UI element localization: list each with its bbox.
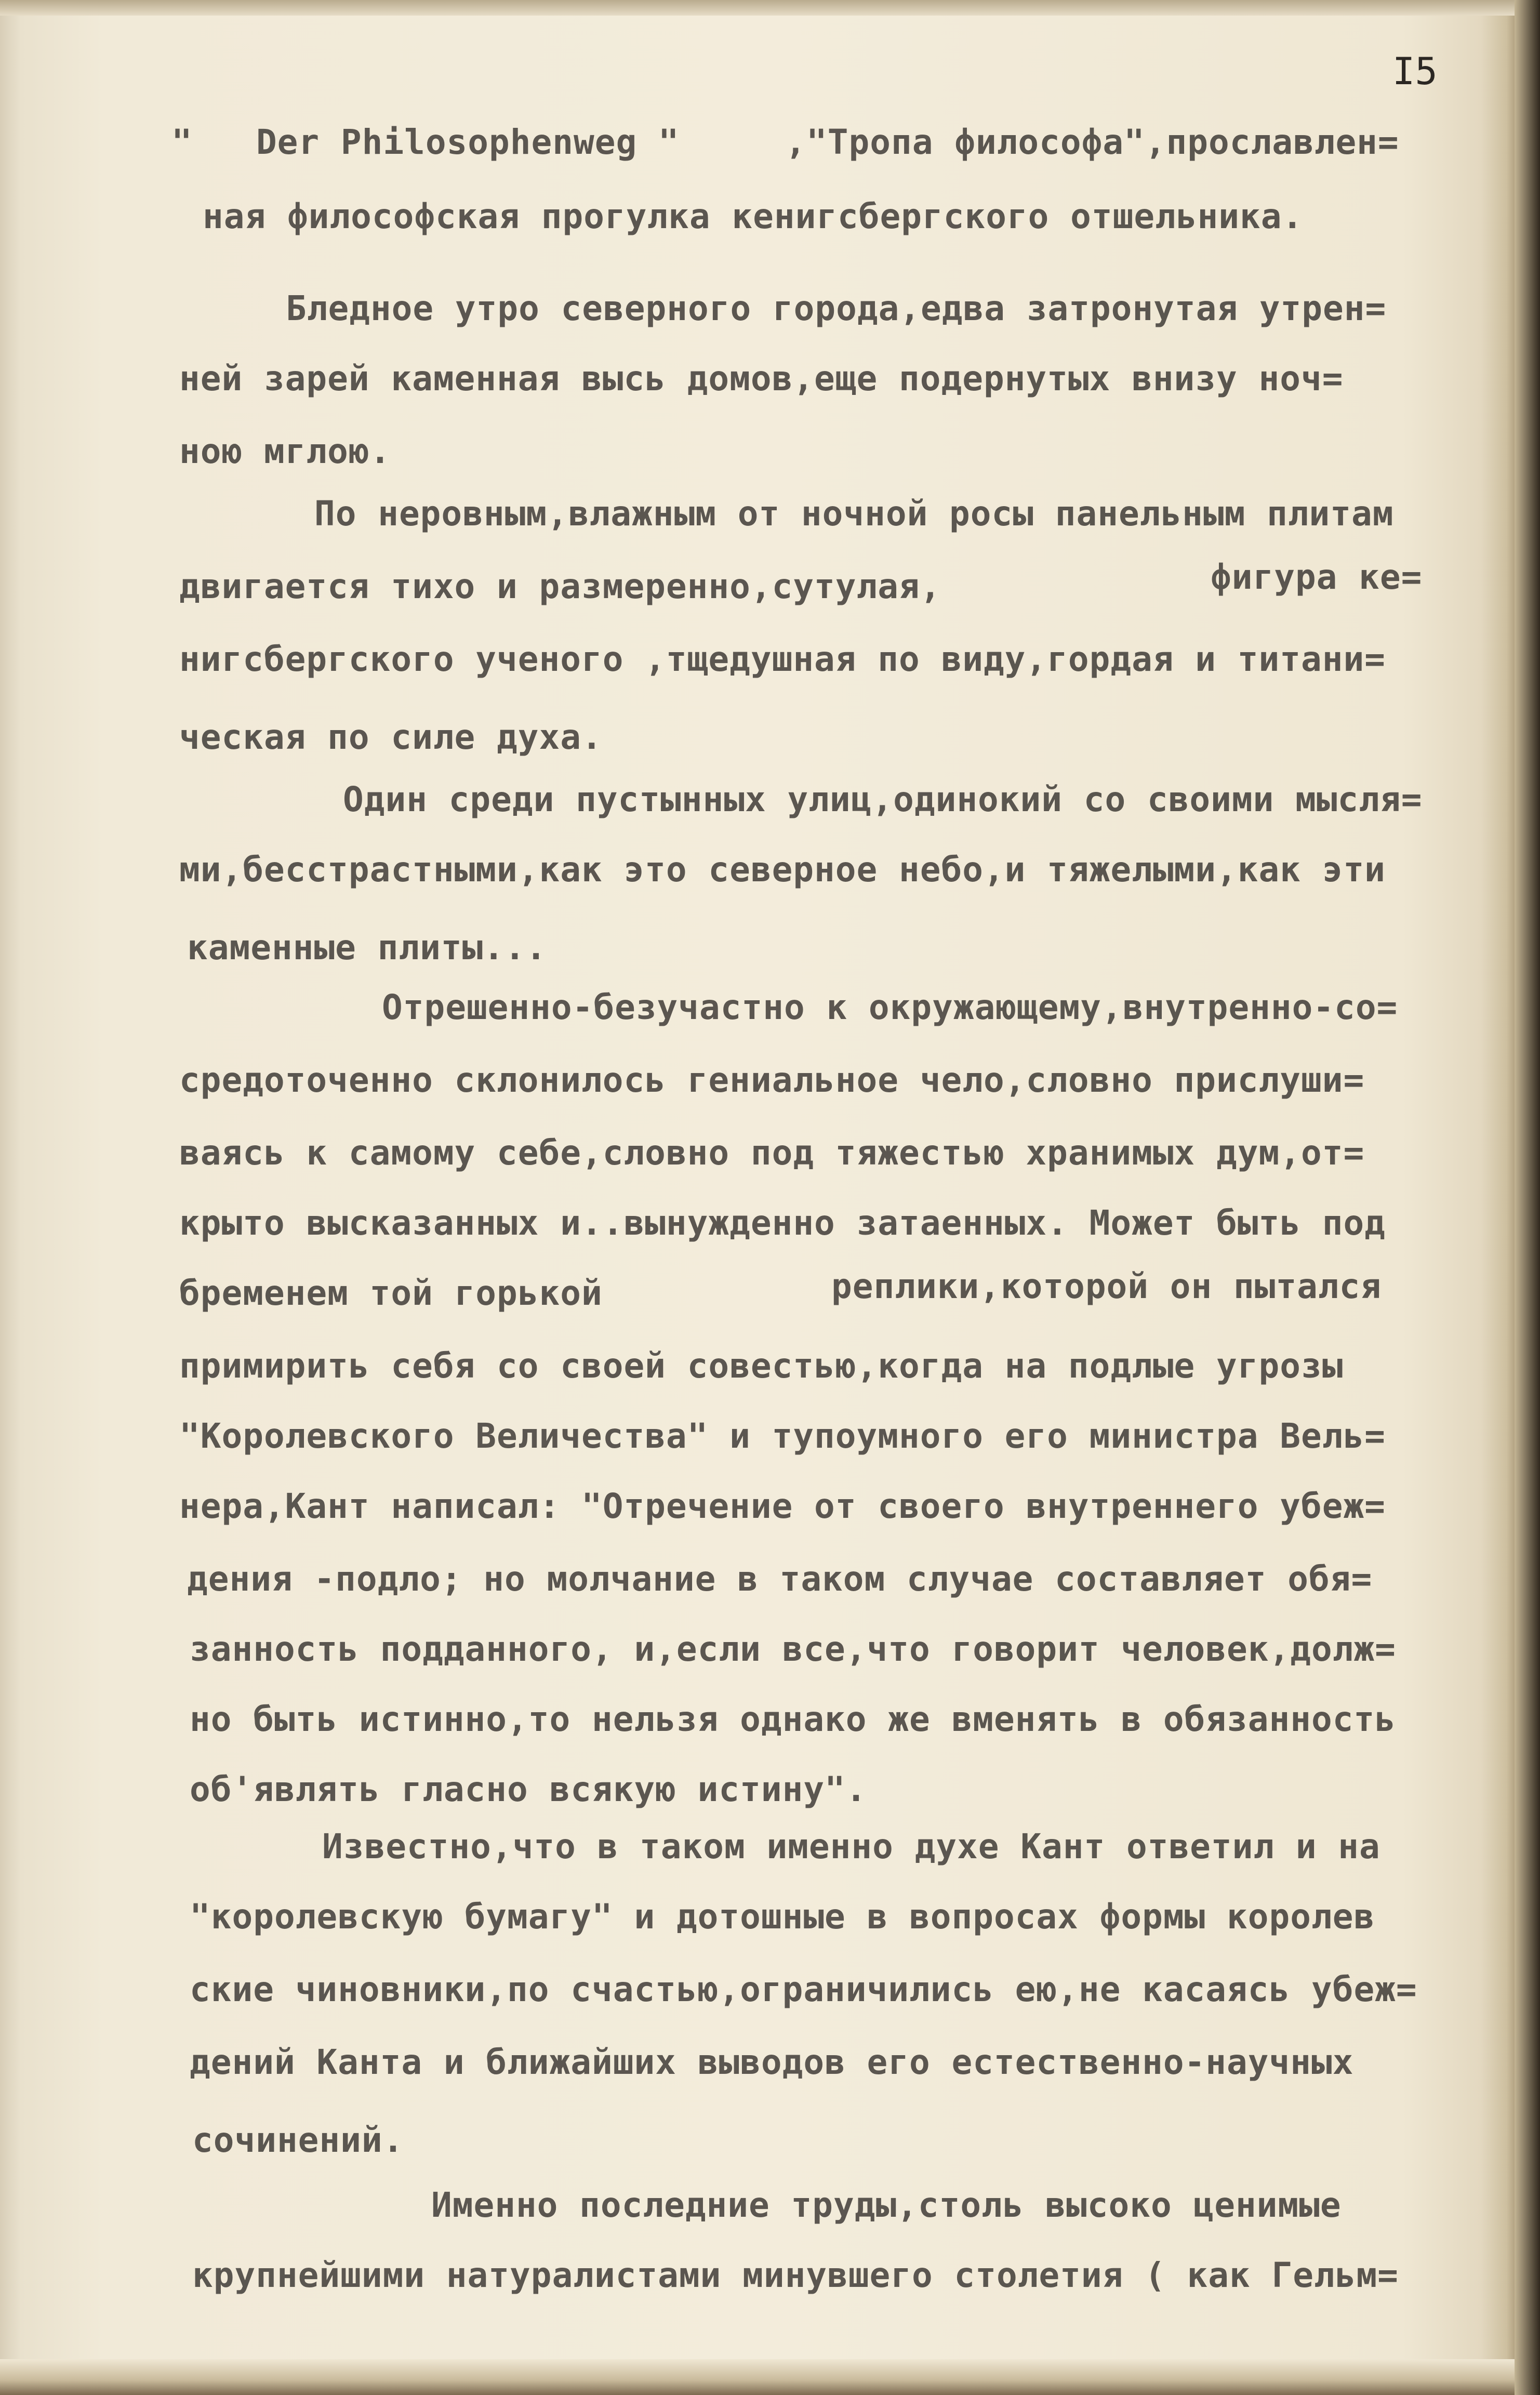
text-line: об'являть гласно всякую истину". — [190, 1769, 867, 1809]
page-number: I5 — [1392, 49, 1438, 93]
text-line: каменные плиты... — [187, 928, 547, 968]
text-line: сочинений. — [192, 2120, 404, 2160]
text-line: примирить себя со своей совестью,когда на подлые угрозы — [179, 1346, 1344, 1386]
text-line: дения -подло; но молчание в таком случае составляет обя= — [187, 1559, 1373, 1599]
text-line: " Der Philosophenweg " ,"Тропа философа",прославлен= — [171, 122, 1399, 162]
text-line: двигается тихо и размеренно,сутулая, — [179, 566, 941, 606]
text-line: Именно последние труды,столь высоко ценимые — [431, 2185, 1342, 2225]
text-line: дений Канта и ближайших выводов его естественно-научных — [190, 2042, 1354, 2082]
text-line: ная философская прогулка кенигсбергского отшельника. — [203, 196, 1304, 236]
text-line: но быть истинно,то нельзя однако же вменять в обязанность — [190, 1699, 1396, 1739]
text-line: крыто высказанных и..вынужденно затаенных. Может быть под — [179, 1203, 1386, 1243]
text-line: нера,Кант написал: "Отречение от своего внутреннего убеж= — [179, 1486, 1386, 1526]
text-line: ною мглою. — [179, 431, 391, 471]
text-line: ческая по силе духа. — [179, 717, 603, 757]
text-line: реплики,которой он пытался — [831, 1266, 1382, 1306]
text-line: средоточенно склонилось гениальное чело,словно прислуши= — [179, 1060, 1365, 1100]
text-line: бременем той горькой — [179, 1273, 603, 1313]
text-line: крупнейшими натуралистами минувшего столетия ( как Гельм= — [192, 2255, 1399, 2295]
text-line: По неровным,влажным от ночной росы панельным плитам — [314, 494, 1394, 534]
text-line: ваясь к самому себе,словно под тяжестью хранимых дум,от= — [179, 1133, 1365, 1173]
text-line: нигсбергского ученого ,тщедушная по виду,гордая и титани= — [179, 639, 1386, 679]
text-line: "Королевского Величества" и тупоумного его министра Вель= — [179, 1416, 1386, 1456]
text-line: Бледное утро северного города,едва затронутая утрен= — [286, 288, 1387, 328]
text-line: фигура ке= — [1211, 557, 1423, 597]
text-line: ней зарей каменная высь домов,еще подернутых внизу ноч= — [179, 359, 1344, 399]
text-line: ские чиновники,по счастью,ограничились ею,не касаясь убеж= — [190, 1969, 1417, 2009]
text-line: Один среди пустынных улиц,одинокий со своими мысля= — [343, 779, 1423, 819]
text-line: "королевскую бумагу" и дотошные в вопросах формы королев — [190, 1897, 1375, 1937]
text-line: занность подданного, и,если все,что говорит человек,долж= — [190, 1629, 1396, 1669]
text-line: ми,бесстрастными,как это северное небо,и тяжелыми,как эти — [179, 850, 1386, 890]
text-line: Известно,что в таком именно духе Кант ответил и на — [322, 1827, 1380, 1867]
text-line: Отрешенно-безучастно к окружающему,внутренно-со= — [382, 987, 1398, 1027]
